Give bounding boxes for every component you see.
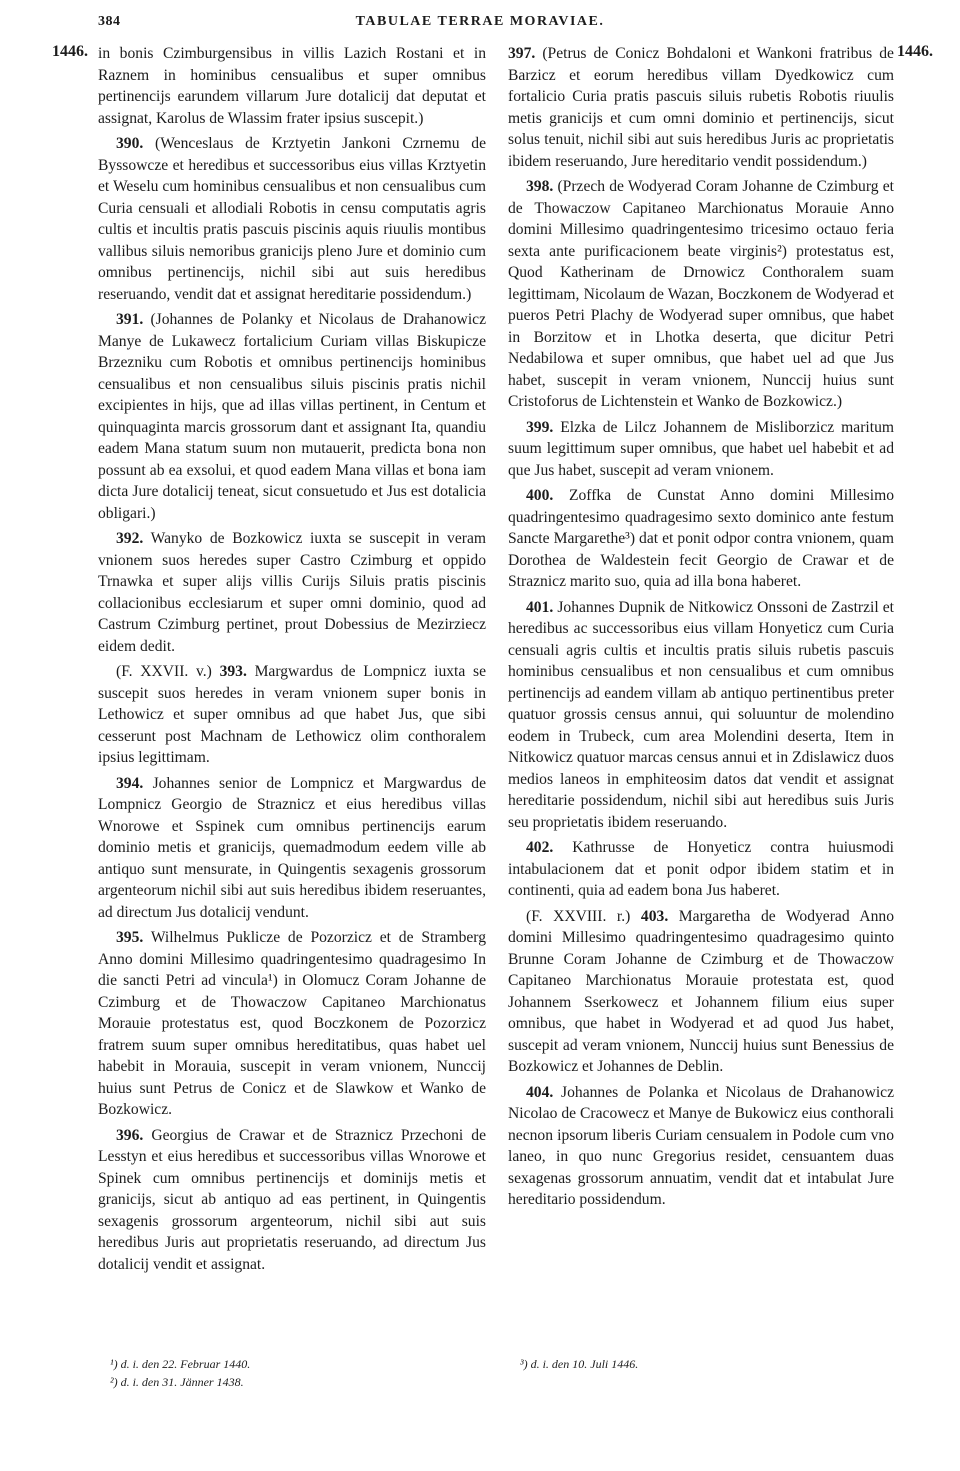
entry-paragraph: [508, 906, 894, 1078]
margin-year-left: 1446.: [52, 43, 88, 60]
footnotes-left: [110, 1355, 250, 1391]
entry-text: (Przech de Wodyerad Coram Johanne de Czimburg et de Thowaczow Capitaneo Marchionatus Morauie Anno domini Millesimo quadringentesimo tricesimo octauo feria sexta ante purificacionem beate virginis²) protestatus est, Quod Katherinam de Drnowicz Conthoralem suam legittimam, Nicolaum de Wazan, Boczkonem de Wodyerad et pueros Petri Plachy de Wodyerad super omnibus, que habet in Borzitow et in Lhotka deserta, que dicitur Petri Nedabilowa et super omnibus, que habet uel ad que Jus habet, suscepit in veram vnionem, Nunccij huius sunt Cristoforus de Lichtenstein et Wanko de Bozkowicz.): [508, 178, 894, 410]
entry-paragraph: [508, 176, 894, 413]
entry-text: Georgius de Crawar et de Straznicz Przechoni de Lesstyn et eius heredibus et successoribus villas Wnorowe et Spinek cum omnibus pertinencijs et dominijs metis et granicijs, sicut ab antiquo ad eas pertinent, in Quingentis sexagenis grossorum argenteorum, nichil sibi aut suis heredibus Juris aut proprietatis reseruando, ad directum Jus dotalicij vendit et assignat.: [98, 1126, 486, 1273]
entry-text: Johannes Dupnik de Nitkowicz Onssoni de Zastrzil et heredibus ac successoribus eius villam Honyeticz cum Curia censuali agris cultis et incultis pratis siluis rubetis pascuis hominibus censualibus et non censualibus et cum omnibus pertinencijs ad eandem villam ab antiquo pertinentibus preter quatuor grossis census annui, qui soluuntur de molendino eodem in Trubeck, cum area Molendini deserta, Item in Nitkowicz quatuor marcas census annui et in Zdislawicz duos medios laneos in emphiteosim datos dat vendit et assignat hereditarie possidendum, nichil sibi aut heredibus suis Juris seu proprietatis ibidem reseruando.: [508, 598, 894, 831]
footnote: ³) d. i. den 10. Juli 1446.: [520, 1357, 639, 1371]
entry-number: 397.: [508, 45, 536, 62]
entry-paragraph: [508, 485, 894, 593]
entry-number: 404.: [526, 1083, 554, 1101]
margin-year-right: 1446.: [897, 43, 933, 60]
entry-number: 401.: [526, 598, 554, 616]
entry-number: 400.: [526, 487, 554, 504]
left-column: [98, 43, 486, 1279]
entry-number: 403.: [640, 907, 669, 925]
entry-paragraph: [508, 43, 894, 172]
entry-text: Wanyko de Bozkowicz iuxta se suscepit in veram vnionem suos heredes super Castro Czimburg et oppido Trnawka et super alijs villis Curijs Siluis pratis piscinis collacionibus ecclesiarum et super omni dominio, quod ad Castrum Czimburg pertinet, prout Dobessius de Mezirziecz eidem dedit.: [98, 530, 487, 655]
entry-text: in bonis Czimburgensibus in villis Lazich Rostani et in Raznem in hominibus censualibus et super omnibus pertinencijs earundem villarum Jure dotalicij dat deputat et assignat, Karolus de Wlassim frater ipsius suscepit.): [98, 45, 486, 127]
footnotes-right: [520, 1355, 638, 1373]
entry-text: Kathrusse de Honyeticz contra huiusmodi intabulacionem dat et ponit odpor ibidem statim et in continenti, quia ad eadem bona Jus haberet.: [508, 839, 894, 899]
entry-text: (Petrus de Conicz Bohdaloni et Wankoni fratribus de Barzicz et eorum heredibus villam Dyedkowicz cum fortalicio Curia pratis pascuis siluis rubetis Robotis riuulis metis granicijs et cum omni dominio et pertinencijs, sicut solus tenuit, nichil sibi aut suis heredibus Juris ac proprietatis ibidem reseruando, Jure hereditario vendit possidendum.): [508, 45, 894, 170]
entry-paragraph: [508, 1082, 894, 1211]
entry-number: 395.: [116, 929, 144, 946]
entry-paragraph: [98, 927, 486, 1121]
entry-number: 399.: [526, 418, 554, 436]
entry-text: Wilhelmus Puklicze de Pozorzicz et de Stramberg Anno domini Millesimo quadringentesimo quadragesimo In die sancti Petri ad vincula¹) in Olomucz Coram Johanne de Czimburg et de Thowaczow Capitaneo Marchionatus Morauie protestatus est, quod Boczkonem de Pozorzicz fratrem suum super omnibus hereditatibus, quas habet uel habebit in Morauia, suscepit in veram vnionem, Nunccij huius sunt Petrus de Conicz et de Slawkow et Wanko de Bozkowicz.: [98, 929, 486, 1118]
entry-paragraph: [98, 309, 486, 524]
entry-paragraph: [98, 773, 486, 924]
entry-paragraph: [98, 133, 486, 305]
entry-number: 393.: [219, 663, 247, 680]
entry-number: 396.: [116, 1126, 144, 1144]
entry-text: Johannes senior de Lompnicz et Margwardus de Lompnicz Georgio de Straznicz et eius heredibus villas Wnorowe et Sspinek cum omnibus pertinencijs earum dominio metis et granicijs, quemadmodum eedem ville ab antiquo sunt mensurate, in Quingentis sexagenis grossorum argenteorum nichil sibi aut suis heredibus ibidem reseruantes, ad directum Jus dotalicij vendunt.: [98, 774, 487, 921]
page-header: [0, 14, 960, 34]
footnote: ¹) d. i. den 22. Februar 1440.: [110, 1357, 251, 1371]
folio-marker: (F. XXVII. v.): [116, 663, 212, 680]
entry-number: 392.: [116, 530, 144, 547]
entry-paragraph: [508, 837, 894, 902]
entry-paragraph: [98, 43, 486, 129]
entry-text: (Wenceslaus de Krztyetin Jankoni Czrnemu de Byssowcze et heredibus et successoribus eius villas Krztyetin et Weselu cum hominibus censualibus et non censualibus cum Curia censuali et allodiali Robotis in censu computatis agris cultis et incultis pratis pascuis piscinis aquis riuulis montibus vallibus siluis nemoribus granicijs pleno Jure et dominio cum omnibus pertinencijs, nichil sibi aut suis heredibus reseruando, vendit dat et assignat hereditarie possidendum.): [98, 135, 486, 303]
entry-paragraph: [98, 528, 486, 657]
running-title: TABULAE TERRAE MORAVIAE.: [355, 14, 605, 29]
entry-number: 402.: [526, 839, 554, 856]
entry-paragraph: [98, 661, 486, 769]
footnote: ²) d. i. den 31. Jänner 1438.: [110, 1375, 244, 1389]
entry-number: 394.: [116, 774, 144, 792]
entry-text: Elzka de Lilcz Johannem de Misliborzicz maritum suum legittimum super omnibus, que habet uel habebit et ad que Jus habet, suscepit ad veram vnionem.: [508, 418, 894, 479]
entry-number: 398.: [526, 178, 554, 195]
right-column: [508, 43, 894, 1215]
entry-paragraph: [508, 417, 894, 482]
folio-marker: (F. XXVIII. r.): [526, 907, 631, 925]
entry-paragraph: [98, 1125, 486, 1276]
entry-paragraph: [508, 597, 894, 834]
page-number: 384: [98, 14, 121, 29]
entry-number: 391.: [116, 311, 144, 328]
entry-text: (Johannes de Polanky et Nicolaus de Drahanowicz Manye de Lukawecz fortalicium Curiam villas Biskupicze Brzezniku cum Robotis et omnibus pertinencijs hominibus censualibus et non censualibus siluis piscinis pratis nichil excipientes in hijs, que ad illas villas pertinent, in Centum et quinquaginta marcis grossorum dant et assignant Ita, quandiu eadem Mana statum suum non mutauerit, predicta bona non possunt ab ea exsolui, et quod eadem Mana villas et bona iam dicta Jure dotalicij teneat, sicut consuetudo et Jus est dotalicia obligari.): [98, 311, 486, 522]
entry-text: Johannes de Polanka et Nicolaus de Drahanowicz Nicolao de Cracowecz et Manye de Bukowicz eius conthorali necnon ipsorum liberis Curiam censualem in Podole cum vno laneo, in quo nunc Gregorius residet, censuantem duas sexagenas grossorum annuatim, vendit dat et intabulat Jure hereditario possidendum.: [508, 1083, 894, 1208]
entry-number: 390.: [116, 135, 144, 152]
entry-text: Margaretha de Wodyerad Anno domini Millesimo quadringentesimo quadragesimo quinto Brunne Coram Johanne de Czimburg et de Thowaczow Capitaneo Marchionatus Morauie protestata est, quod Johannem Sserkowecz et Johannem filium eius super omnibus, que habet in Wodyerad et ad quod Jus habet, suscepit ad veram vnionem, Nunccij huius sunt Benessius de Bozkowicz et Johannes de Deblin.: [508, 907, 895, 1075]
entry-text: Margwardus de Lompnicz iuxta se suscepit suos heredes in veram vnionem super bonis in Lethowicz et super omnibus ad que habet Jus, que sibi cesserunt post Machnam de Lethowicz olim conthoralem ipsius legittimam.: [98, 663, 486, 766]
entry-text: Zoffka de Cunstat Anno domini Millesimo quadringentesimo quadragesimo sexto dominico ante festum Sancte Margarethe³) dat et ponit odpor contra vnionem, quam Dorothea de Waldestein fecit Georgio de Crawar et de Straznicz marito suo, quia ad illa bona haberet.: [508, 487, 894, 590]
